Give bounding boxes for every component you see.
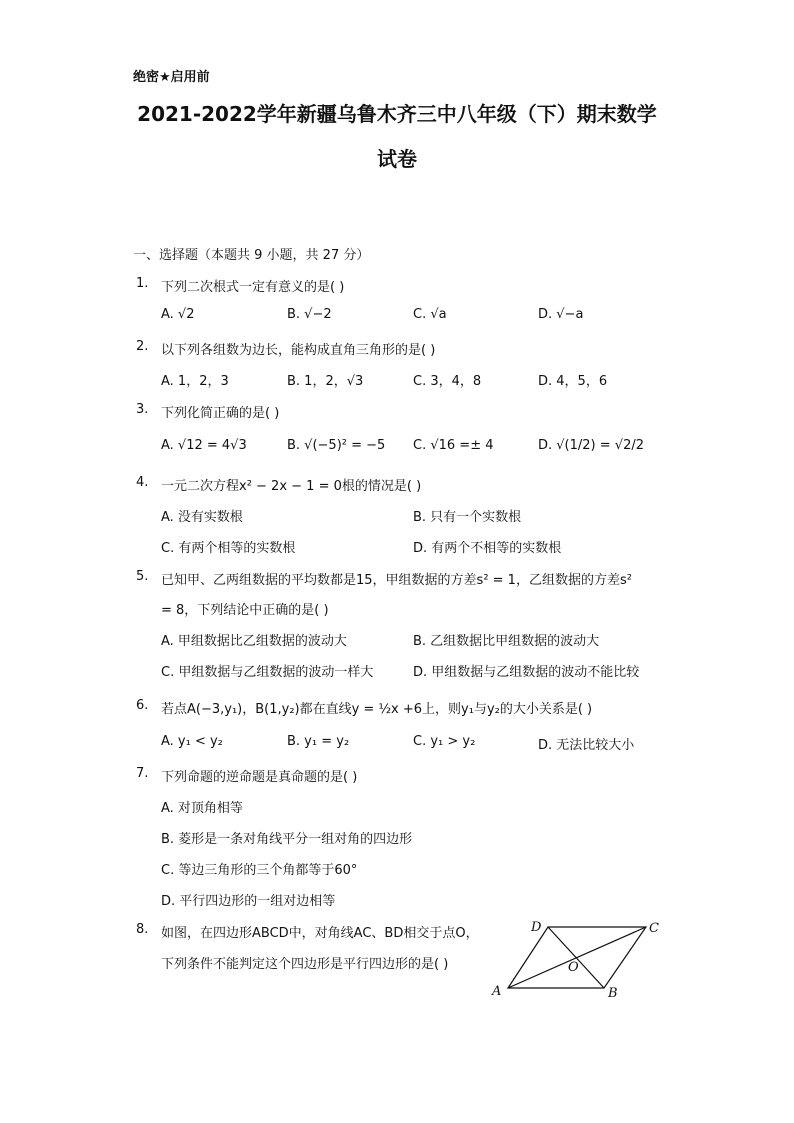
question-text-continued: = 8，下列结论中正确的是( ) xyxy=(161,603,329,618)
option-c: C. 3，4，8 xyxy=(413,374,482,389)
label-o: O xyxy=(568,960,579,975)
option-c: C. 有两个相等的实数根 xyxy=(161,541,296,556)
question-number: 8. xyxy=(136,922,149,937)
question-number: 3. xyxy=(136,402,149,417)
option-d: D. 有两个不相等的实数根 xyxy=(413,541,562,556)
question-number: 4. xyxy=(136,475,149,490)
label-d: D xyxy=(531,920,542,935)
option-a: A. y₁ < y₂ xyxy=(161,734,223,749)
option-c: C. √16 =± 4 xyxy=(413,438,494,453)
option-d: D. √−a xyxy=(538,307,584,322)
option-b: B. 只有一个实数根 xyxy=(413,510,522,525)
question-text: 以下列各组数为边长，能构成直角三角形的是( ) xyxy=(161,343,436,358)
question-text: 下列命题的逆命题是真命题的是( ) xyxy=(161,770,358,785)
option-a: A. √2 xyxy=(161,307,195,322)
option-a: A. 对顶角相等 xyxy=(161,801,243,816)
question-number: 5. xyxy=(136,569,149,584)
page-title-line2: 试卷 xyxy=(377,147,417,171)
option-a: A. √12 = 4√3 xyxy=(161,438,247,453)
option-c: C. √a xyxy=(413,307,447,322)
question-text: 一元二次方程x² − 2x − 1 = 0根的情况是( ) xyxy=(161,479,422,494)
label-c: C xyxy=(649,921,659,936)
option-b: B. √(−5)² = −5 xyxy=(287,438,386,453)
question-number: 6. xyxy=(136,698,149,713)
option-d: D. 平行四边形的一组对边相等 xyxy=(161,894,336,909)
option-d: D. √(1/2) = √2/2 xyxy=(538,438,644,453)
option-c: C. 甲组数据与乙组数据的波动一样大 xyxy=(161,665,374,680)
question-text: 已知甲、乙两组数据的平均数都是15，甲组数据的方差s² = 1，乙组数据的方差s² xyxy=(161,573,632,588)
option-c: C. 等边三角形的三个角都等于60° xyxy=(161,863,358,878)
question-text: 下列二次根式一定有意义的是( ) xyxy=(161,280,345,295)
option-b: B. 菱形是一条对角线平分一组对角的四边形 xyxy=(161,832,413,847)
option-a: A. 没有实数根 xyxy=(161,510,243,525)
label-b: B xyxy=(608,986,618,1000)
option-b: B. 乙组数据比甲组数据的波动大 xyxy=(413,634,600,649)
section-heading: 一、选择题（本题共 9 小题，共 27 分） xyxy=(133,248,370,263)
confidential-mark: 绝密★启用前 xyxy=(133,70,210,85)
option-d: D. 甲组数据与乙组数据的波动不能比较 xyxy=(413,665,640,680)
question-text: 下列化简正确的是( ) xyxy=(161,406,280,421)
question-number: 1. xyxy=(136,276,149,291)
option-b: B. y₁ = y₂ xyxy=(287,734,350,749)
option-c: C. y₁ > y₂ xyxy=(413,734,476,749)
question-text: 如图，在四边形ABCD中，对角线AC、BD相交于点O， xyxy=(161,926,479,941)
parallelogram-figure xyxy=(478,915,668,1000)
question-number: 2. xyxy=(136,339,149,354)
page-title-line1: 2021-2022学年新疆乌鲁木齐三中八年级（下）期末数学 xyxy=(137,102,657,126)
option-d: D. 4，5，6 xyxy=(538,374,608,389)
option-d: D. 无法比较大小 xyxy=(538,738,635,753)
option-a: A. 1，2，3 xyxy=(161,374,229,389)
label-a: A xyxy=(492,984,502,999)
question-number: 7. xyxy=(136,766,149,781)
option-a: A. 甲组数据比乙组数据的波动大 xyxy=(161,634,347,649)
question-text-continued: 下列条件不能判定这个四边形是平行四边形的是( ) xyxy=(161,957,449,972)
question-text: 若点A(−3,y₁)，B(1,y₂)都在直线y = ½x +6上，则y₁与y₂的大小关系是( ) xyxy=(161,702,593,717)
option-b: B. √−2 xyxy=(287,307,332,322)
diagonal-bd xyxy=(548,927,604,988)
option-b: B. 1，2，√3 xyxy=(287,374,364,389)
